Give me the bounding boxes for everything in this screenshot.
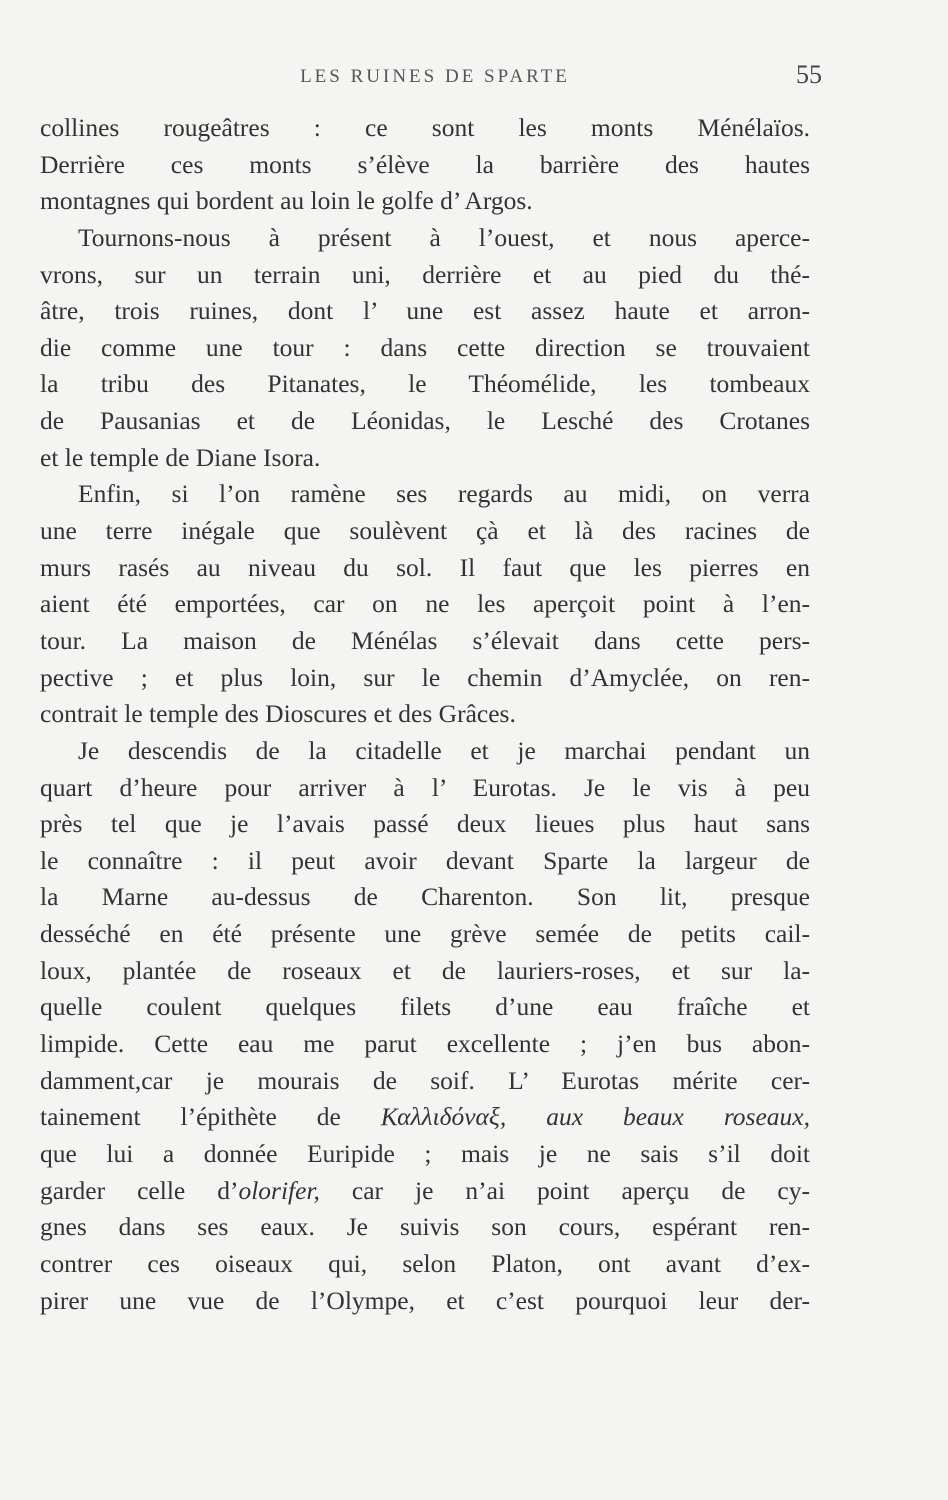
text-line xyxy=(40,916,810,953)
text-line xyxy=(40,1026,810,1063)
text-line xyxy=(40,733,810,770)
italic-phrase: Καλλιδόναξ, aux beaux roseaux, xyxy=(380,1102,810,1132)
text-line xyxy=(40,989,810,1026)
text-line xyxy=(40,1173,810,1210)
text-line-content: montagnes qui bordent au loin le golfe d’ Argos. xyxy=(40,186,533,216)
running-title: LES RUINES DE SPARTE xyxy=(300,66,570,87)
text-line-content: contrer ces oiseaux qui, selon Platon, ont avant d’ex- xyxy=(40,1248,810,1278)
text-line xyxy=(40,1136,810,1173)
text-line-content: tour. La maison de Ménélas s’élevait dans cette pers- xyxy=(40,625,810,655)
text-line xyxy=(40,953,810,990)
text-line xyxy=(40,476,810,513)
text-line xyxy=(40,1063,810,1100)
text-line xyxy=(40,1246,810,1283)
text-line-content: quart d’heure pour arriver à l’ Eurotas. Je le vis à peu xyxy=(40,772,810,802)
text-line xyxy=(40,1099,810,1136)
text-line xyxy=(40,147,810,184)
text-line xyxy=(40,110,810,147)
text-line xyxy=(40,366,810,403)
text-line xyxy=(40,1209,810,1246)
text-line xyxy=(40,843,810,880)
text-line-content: de Pausanias et de Léonidas, le Lesché des Crotanes xyxy=(40,406,810,436)
text-line-content: Enfin, si l’on ramène ses regards au midi, on verra xyxy=(78,479,810,509)
text-line xyxy=(40,440,810,477)
text-line-content: loux, plantée de roseaux et de lauriers-roses, et sur la- xyxy=(40,955,810,985)
text-line-content: contrait le temple des Dioscures et des Grâces. xyxy=(40,699,516,729)
text-line-content: pective ; et plus loin, sur le chemin d’Amyclée, on ren- xyxy=(40,662,810,692)
text-line-continuation: car je n’ai point aperçu de cy- xyxy=(319,1175,810,1205)
text-line xyxy=(40,293,810,330)
text-line xyxy=(40,586,810,623)
text-line-content: desséché en été présente une grève semée de petits cail- xyxy=(40,919,810,949)
text-line-content: murs rasés au niveau du sol. Il faut que les pierres en xyxy=(40,552,810,582)
text-line-content: die comme une tour : dans cette direction se trouvaient xyxy=(40,332,810,362)
text-line xyxy=(40,806,810,843)
text-line-content: la Marne au-dessus de Charenton. Son lit, presque xyxy=(40,882,810,912)
text-line-content: et le temple de Diane Isora. xyxy=(40,442,321,472)
text-line-content: Tournons-nous à présent à l’ouest, et nous aperce- xyxy=(78,222,810,252)
text-line-content: près tel que je l’avais passé deux lieues plus haut sans xyxy=(40,809,810,839)
text-line xyxy=(40,183,810,220)
text-line xyxy=(40,623,810,660)
text-line-content: que lui a donnée Euripide ; mais je ne sais s’il doit xyxy=(40,1138,810,1168)
text-line xyxy=(40,879,810,916)
text-line-content: vrons, sur un terrain uni, derrière et au pied du thé- xyxy=(40,259,810,289)
body-text xyxy=(40,110,810,1319)
text-line xyxy=(40,660,810,697)
text-line-content: tainement l’épithète de xyxy=(40,1102,381,1132)
italic-phrase: olorifer, xyxy=(238,1175,320,1205)
running-head xyxy=(40,60,830,92)
text-line xyxy=(40,257,810,294)
text-line-content: garder celle d’ xyxy=(40,1175,239,1205)
text-line-content: Je descendis de la citadelle et je marchai pendant un xyxy=(78,735,810,765)
text-line xyxy=(40,513,810,550)
text-line-content: collines rougeâtres : ce sont les monts Ménélaïos. xyxy=(40,113,810,142)
text-line-content: damment,car je mourais de soif. L’ Eurotas mérite cer- xyxy=(40,1065,810,1095)
text-line-content: une terre inégale que soulèvent çà et là des racines de xyxy=(40,516,810,546)
text-line-content: gnes dans ses eaux. Je suivis son cours, espérant ren- xyxy=(40,1212,810,1242)
text-line xyxy=(40,1283,810,1320)
text-line xyxy=(40,403,810,440)
text-line-content: pirer une vue de l’Olympe, et c’est pourquoi leur der- xyxy=(40,1285,810,1315)
text-line-content: âtre, trois ruines, dont l’ une est assez haute et arron- xyxy=(40,296,810,326)
text-line xyxy=(40,550,810,587)
text-line xyxy=(40,220,810,257)
text-line-content: Derrière ces monts s’élève la barrière des hautes xyxy=(40,149,810,179)
page-number: 55 xyxy=(796,60,822,89)
text-line-content: le connaître : il peut avoir devant Sparte la largeur de xyxy=(40,845,810,875)
text-line-content: limpide. Cette eau me parut excellente ; j’en bus abon- xyxy=(40,1029,810,1059)
text-line xyxy=(40,696,810,733)
text-line-content: aient été emportées, car on ne les aperçoit point à l’en- xyxy=(40,589,810,619)
text-line xyxy=(40,770,810,807)
text-line-content: la tribu des Pitanates, le Théomélide, les tombeaux xyxy=(40,369,810,399)
text-line-content: quelle coulent quelques filets d’une eau fraîche et xyxy=(40,992,810,1022)
text-line xyxy=(40,330,810,367)
